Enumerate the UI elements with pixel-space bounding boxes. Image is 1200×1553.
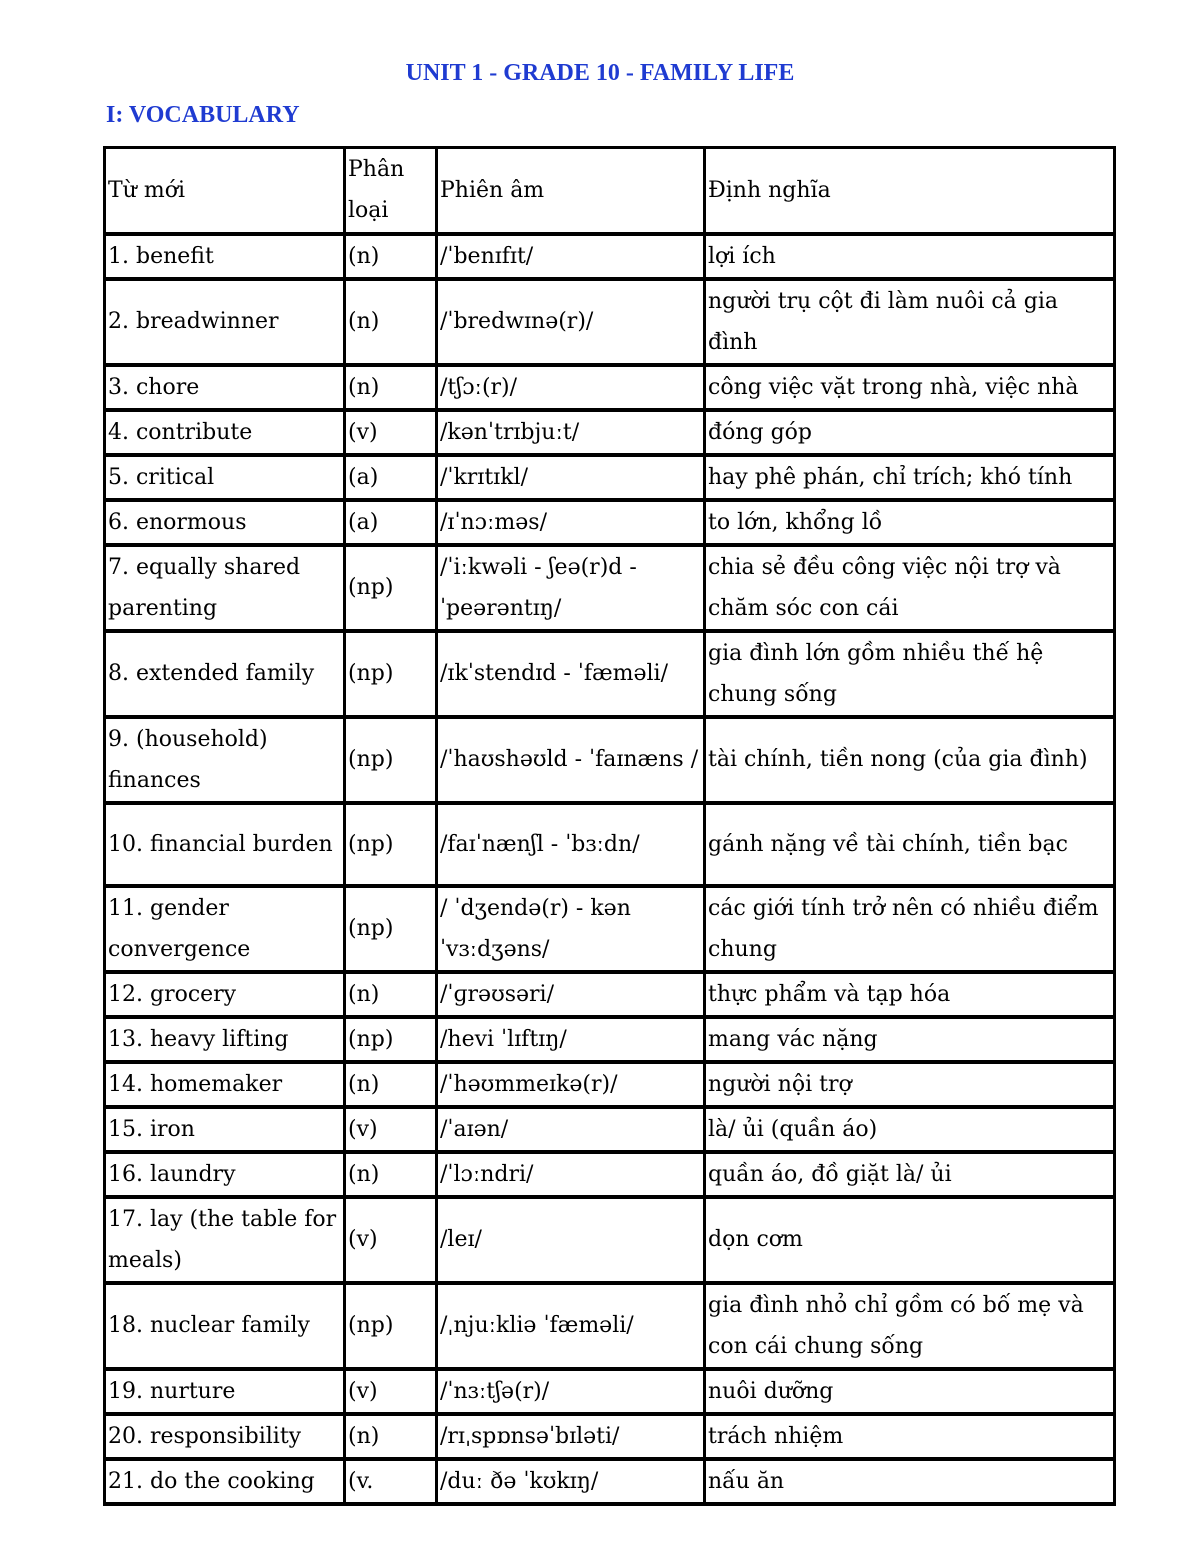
vocabulary-table (103, 146, 1116, 1506)
table-row (105, 1283, 1115, 1369)
cell-word: 17. lay (the table for meals) (105, 1197, 345, 1283)
cell-definition: lợi ích (705, 234, 1115, 279)
cell-phonetic: /hevi ˈlɪftɪŋ/ (437, 1017, 705, 1062)
cell-definition: tài chính, tiền nong (của gia đình) (705, 717, 1115, 803)
cell-definition: công việc vặt trong nhà, việc nhà (705, 365, 1115, 410)
table-row (105, 1107, 1115, 1152)
cell-definition: gia đình lớn gồm nhiều thế hệ chung sống (705, 631, 1115, 717)
table-row (105, 365, 1115, 410)
header-definition: Định nghĩa (705, 148, 1115, 234)
cell-word: 13. heavy lifting (105, 1017, 345, 1062)
cell-phonetic: /ˈkrɪtɪkl/ (437, 455, 705, 500)
header-phonetic: Phiên âm (437, 148, 705, 234)
section-heading: I: VOCABULARY (106, 102, 300, 128)
cell-definition: gánh nặng về tài chính, tiền bạc (705, 803, 1115, 886)
cell-word: 18. nuclear family (105, 1283, 345, 1369)
cell-phonetic: /ˈbredwɪnə(r)/ (437, 279, 705, 365)
cell-type: (n) (345, 279, 437, 365)
table-row (105, 1017, 1115, 1062)
cell-word: 14. homemaker (105, 1062, 345, 1107)
table-row (105, 803, 1115, 886)
cell-word: 21. do the cooking (105, 1459, 345, 1504)
cell-type: (np) (345, 886, 437, 972)
cell-phonetic: /kənˈtrɪbjuːt/ (437, 410, 705, 455)
header-word: Từ mới (105, 148, 345, 234)
cell-word: 1. benefit (105, 234, 345, 279)
cell-definition: mang vác nặng (705, 1017, 1115, 1062)
table-row (105, 455, 1115, 500)
cell-phonetic: /ˈbenɪfɪt/ (437, 234, 705, 279)
cell-definition: các giới tính trở nên có nhiều điểm chung (705, 886, 1115, 972)
cell-phonetic: /leɪ/ (437, 1197, 705, 1283)
table-row (105, 279, 1115, 365)
cell-word: 4. contribute (105, 410, 345, 455)
cell-type: (v) (345, 1369, 437, 1414)
table-row (105, 1152, 1115, 1197)
cell-phonetic: /ˈlɔːndri/ (437, 1152, 705, 1197)
cell-type: (v) (345, 410, 437, 455)
header-type: Phân loại (345, 148, 437, 234)
cell-type: (np) (345, 1017, 437, 1062)
cell-type: (np) (345, 631, 437, 717)
table-row (105, 1369, 1115, 1414)
cell-type: (n) (345, 972, 437, 1017)
cell-definition: hay phê phán, chỉ trích; khó tính (705, 455, 1115, 500)
cell-definition: quần áo, đồ giặt là/ ủi (705, 1152, 1115, 1197)
cell-phonetic: /ɪˈnɔːməs/ (437, 500, 705, 545)
cell-word: 3. chore (105, 365, 345, 410)
cell-type: (n) (345, 1152, 437, 1197)
table-row (105, 1414, 1115, 1459)
cell-phonetic: /duː ðə ˈkʊkɪŋ/ (437, 1459, 705, 1504)
cell-type: (n) (345, 1062, 437, 1107)
cell-definition: nấu ăn (705, 1459, 1115, 1504)
cell-word: 12. grocery (105, 972, 345, 1017)
cell-word: 15. iron (105, 1107, 345, 1152)
cell-definition: người nội trợ (705, 1062, 1115, 1107)
cell-type: (np) (345, 545, 437, 631)
cell-definition: thực phẩm và tạp hóa (705, 972, 1115, 1017)
cell-phonetic: /faɪˈnænʃl - ˈbɜːdn/ (437, 803, 705, 886)
cell-type: (n) (345, 1414, 437, 1459)
cell-phonetic: /ˌnjuːkliə ˈfæməli/ (437, 1283, 705, 1369)
cell-definition: gia đình nhỏ chỉ gồm có bố mẹ và con cái chung sống (705, 1283, 1115, 1369)
cell-phonetic: /rɪˌspɒnsəˈbɪləti/ (437, 1414, 705, 1459)
table-row (105, 886, 1115, 972)
cell-type: (a) (345, 500, 437, 545)
cell-definition: đóng góp (705, 410, 1115, 455)
cell-definition: dọn cơm (705, 1197, 1115, 1283)
cell-definition: chia sẻ đều công việc nội trợ và chăm sóc con cái (705, 545, 1115, 631)
cell-phonetic: /ˈiːkwəli - ʃeə(r)d - ˈpeərəntɪŋ/ (437, 545, 705, 631)
cell-word: 8. extended family (105, 631, 345, 717)
cell-type: (n) (345, 234, 437, 279)
cell-definition: người trụ cột đi làm nuôi cả gia đình (705, 279, 1115, 365)
cell-word: 9. (household) finances (105, 717, 345, 803)
cell-phonetic: /ˈhəʊmmeɪkə(r)/ (437, 1062, 705, 1107)
cell-word: 10. financial burden (105, 803, 345, 886)
table-row (105, 631, 1115, 717)
table-header-row (105, 148, 1115, 234)
cell-word: 20. responsibility (105, 1414, 345, 1459)
table-row (105, 1197, 1115, 1283)
cell-word: 6. enormous (105, 500, 345, 545)
cell-type: (v) (345, 1197, 437, 1283)
cell-phonetic: /ˈɡrəʊsəri/ (437, 972, 705, 1017)
cell-phonetic: /ˈnɜːtʃə(r)/ (437, 1369, 705, 1414)
cell-word: 7. equally shared parenting (105, 545, 345, 631)
cell-definition: là/ ủi (quần áo) (705, 1107, 1115, 1152)
table-row (105, 717, 1115, 803)
cell-type: (v. (345, 1459, 437, 1504)
cell-word: 16. laundry (105, 1152, 345, 1197)
cell-type: (np) (345, 717, 437, 803)
table-row (105, 972, 1115, 1017)
table-row (105, 545, 1115, 631)
table-row (105, 234, 1115, 279)
cell-type: (n) (345, 365, 437, 410)
cell-phonetic: /ˈhaʊshəʊld - ˈfaɪnæns / (437, 717, 705, 803)
cell-type: (np) (345, 1283, 437, 1369)
cell-type: (np) (345, 803, 437, 886)
table-row (105, 410, 1115, 455)
cell-word: 19. nurture (105, 1369, 345, 1414)
table-row (105, 1062, 1115, 1107)
cell-definition: nuôi dưỡng (705, 1369, 1115, 1414)
cell-phonetic: /ˈaɪən/ (437, 1107, 705, 1152)
cell-word: 2. breadwinner (105, 279, 345, 365)
table-row (105, 1459, 1115, 1504)
cell-definition: trách nhiệm (705, 1414, 1115, 1459)
cell-definition: to lớn, khổng lồ (705, 500, 1115, 545)
table-row (105, 500, 1115, 545)
cell-word: 11. gender convergence (105, 886, 345, 972)
cell-phonetic: / ˈdʒendə(r) - kən ˈvɜːdʒəns/ (437, 886, 705, 972)
cell-type: (v) (345, 1107, 437, 1152)
cell-type: (a) (345, 455, 437, 500)
cell-phonetic: /tʃɔː(r)/ (437, 365, 705, 410)
cell-word: 5. critical (105, 455, 345, 500)
document-title: UNIT 1 - GRADE 10 - FAMILY LIFE (405, 60, 795, 86)
cell-phonetic: /ɪkˈstendɪd - ˈfæməli/ (437, 631, 705, 717)
